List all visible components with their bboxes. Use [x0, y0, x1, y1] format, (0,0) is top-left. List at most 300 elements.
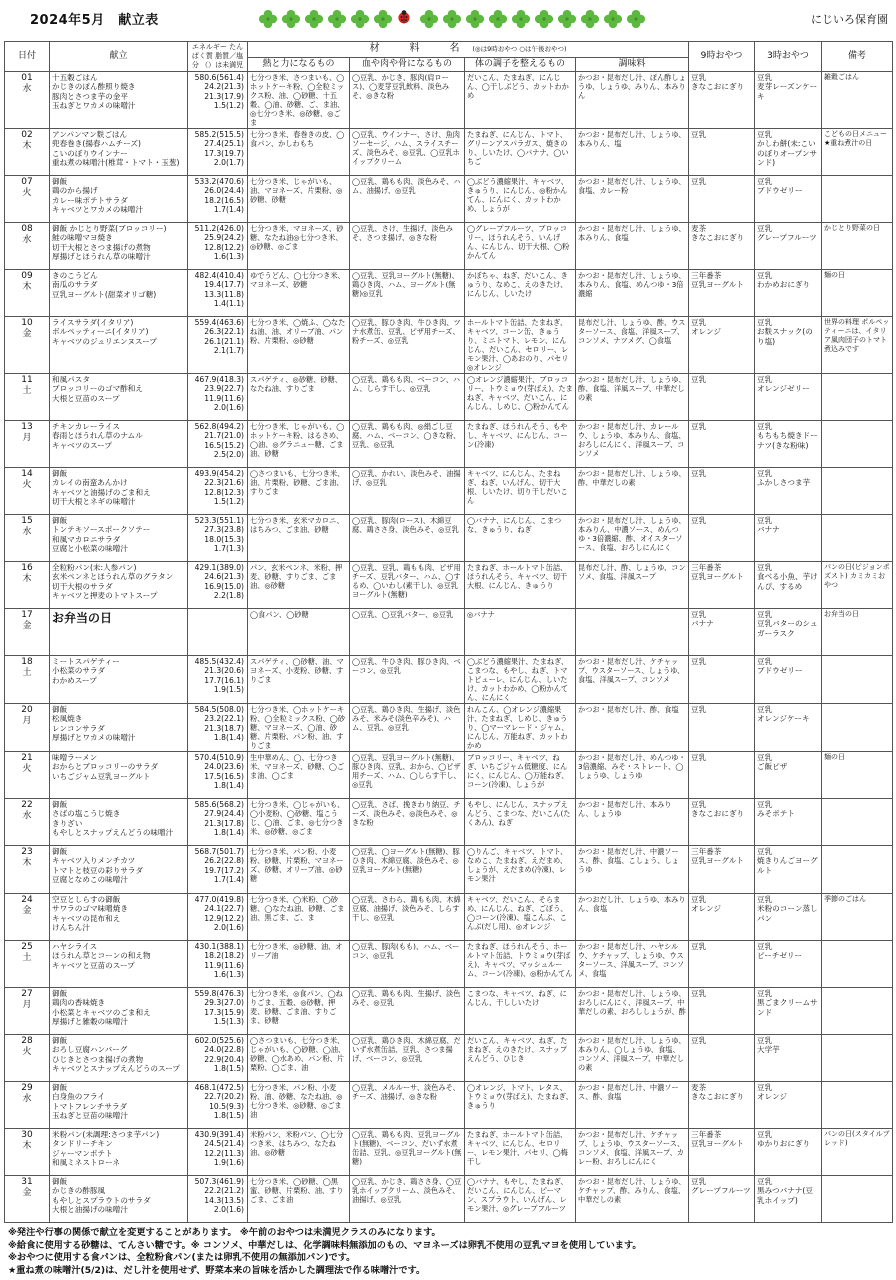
- body-cell: [465, 468, 576, 515]
- menu-item: レンコンサラダ: [52, 723, 105, 733]
- menu-cell: [50, 846, 188, 894]
- remarks-text: かじとり野菜の日: [824, 224, 880, 232]
- menu-item: お弁当の日: [52, 611, 113, 625]
- nutrition-cell: [188, 72, 248, 129]
- snack3-cell: [755, 1129, 822, 1176]
- seasoning-cell: [576, 468, 689, 515]
- seasonings: かつお・昆布だし汁、ケチャップ、ウスターソース、しょうゆ、食塩、洋風スープ、コンソメ: [578, 657, 685, 684]
- nutrition-value: 430.1(388.1): [194, 942, 244, 951]
- nutrition-value: 24.0(22.8): [204, 1045, 244, 1055]
- energy-foods: 七分つき米、春巻きの皮、◯食パン、かしわもち: [250, 130, 345, 148]
- energy-foods: 七分つき米、パン粉、小麦粉、砂糖、片栗粉、マヨネーズ、砂糖、オリーブ油、◎砂糖: [250, 847, 344, 883]
- nutrition-value: 533.2(470.6): [194, 177, 244, 186]
- date-cell: [5, 988, 50, 1035]
- blood-cell: [350, 799, 465, 846]
- nutrition-value: 1.4(1.1): [213, 299, 244, 309]
- menu-item: アンパンマン麩ごはん: [52, 130, 128, 139]
- remarks-cell: [822, 846, 893, 894]
- clover-icon: [557, 9, 577, 29]
- seasonings: かつお・昆布だし汁、しょうゆ、ケチャップ、酢、みりん、食塩、中華だしの素: [578, 1177, 686, 1204]
- menu-item: 全粒粉パン(未:人参パン): [52, 563, 137, 572]
- snack3-item: 豆乳: [757, 705, 773, 714]
- remarks-cell: [822, 1035, 893, 1082]
- menu-item: 豆乳ヨーグルト(甜菜オリゴ糖): [52, 289, 157, 299]
- nutrition-value: 22.7(20.2): [204, 1092, 244, 1102]
- snack3-item: 豆乳: [757, 563, 773, 572]
- snack3-item: 豆乳: [757, 800, 773, 809]
- energy-cell: [248, 941, 350, 988]
- day-of-week: 火: [22, 764, 32, 774]
- table-row: [5, 562, 893, 609]
- snack3-item: もちもち焼きドーナツ(きな粉味): [757, 431, 818, 450]
- nutrition-value: 559.8(476.3): [194, 989, 244, 998]
- snack9-item: 豆乳: [691, 130, 707, 139]
- menu-item: 玄米ペンネとほうれん草のグラタン: [52, 572, 174, 582]
- menu-item: きのこうどん: [52, 271, 98, 280]
- date-cell: [5, 129, 50, 176]
- menu-cell: [50, 129, 188, 176]
- snack9-item: 豆乳: [691, 895, 707, 904]
- nutrition-value: 580.6(561.4): [194, 73, 244, 82]
- nutrition-cell: [188, 894, 248, 941]
- menu-item: トマトと枝豆の彩りサラダ: [52, 865, 144, 875]
- nutrition-value: 13.3(11.8): [204, 289, 244, 299]
- nutrition-value: 1.8(1.5): [213, 1111, 244, 1121]
- menu-item: サワラのゴマ味噌焼き: [52, 904, 128, 914]
- nutrition-cell: [188, 270, 248, 317]
- nutrition-value: 17.3(15.9): [204, 1007, 244, 1017]
- body-foods: たまねぎ、ほうれんそう、もやし、キャベツ、にんじん、コーン(冷凍): [467, 422, 568, 449]
- snack9-item: 豆乳: [691, 1036, 707, 1045]
- blood-cell: [350, 562, 465, 609]
- body-foods: ◯ぶどう濃縮果汁、キャベツ、きゅうり、にんじん、◎粉かんてん、にんにく、カットわかめ、しょうが: [467, 177, 568, 213]
- body-foods: ◎バナナ: [467, 610, 495, 619]
- menu-item: もやしとスプラウトのサラダ: [52, 1195, 151, 1205]
- date-cell: [5, 270, 50, 317]
- body-cell: [465, 988, 576, 1035]
- energy-foods: 七分つき米、パン粉、小麦粉、油、砂糖、なたね油、◎七分つき米、◎砂糖、◎ごま油: [250, 1083, 343, 1119]
- remarks-cell: [822, 468, 893, 515]
- table-row: [5, 1035, 893, 1082]
- date-number: 08: [21, 224, 33, 234]
- snack9-item: 豆乳: [691, 989, 707, 998]
- body-cell: [465, 562, 576, 609]
- snack3-item: 豆乳: [757, 610, 773, 619]
- blood-foods: ◯豆乳、かじき、豚肉(肩ロース)、◯麦芽豆乳飲料、淡色みそ、◎きな粉: [352, 73, 450, 100]
- energy-cell: [248, 609, 350, 656]
- menu-cell: [50, 1082, 188, 1129]
- nutrition-value: 23.2(22.1): [204, 714, 244, 724]
- nutrition-value: 1.8(1.5): [213, 1064, 244, 1074]
- nutrition-cell: [188, 609, 248, 656]
- date-number: 14: [21, 469, 33, 479]
- nutrition-value: 10.5(9.3): [209, 1101, 244, 1111]
- snack9-item: 豆乳: [691, 516, 707, 525]
- remarks-cell: [822, 1176, 893, 1223]
- menu-item: 御飯: [52, 800, 68, 809]
- header-energy: 熱と力になるもの: [248, 57, 350, 71]
- nutrition-cell: [188, 752, 248, 799]
- body-foods: ブロッコリー、キャベツ、ねぎ、いちごジャム低糖度、にんにく、にんじん、◯万能ねぎ、コーン(冷凍)、しょうが: [467, 753, 569, 789]
- menu-cell: [50, 1129, 188, 1176]
- remarks-text: 雑穀ごはん: [824, 73, 859, 81]
- seasonings: かつお・昆布だし汁、しょうゆ、本みりん、塩: [578, 130, 686, 148]
- blood-foods: ◯豆乳、さば、挽きわり納豆、チーズ、淡色みそ、◎淡色みそ、◎きな粉: [352, 800, 461, 827]
- nutrition-cell: [188, 846, 248, 894]
- seasoning-cell: [576, 799, 689, 846]
- energy-cell: [248, 317, 350, 374]
- seasoning-cell: [576, 1176, 689, 1223]
- menu-item: 御飯: [52, 177, 68, 186]
- nutrition-value: 23.9(22.7): [204, 384, 244, 394]
- body-cell: [465, 1129, 576, 1176]
- body-cell: [465, 72, 576, 129]
- date-number: 10: [21, 318, 33, 328]
- energy-cell: [248, 1035, 350, 1082]
- snack3-item: ご飯ピザ: [757, 762, 788, 772]
- snack3-item: 豆乳: [757, 1130, 773, 1139]
- menu-item: 御飯: [52, 1036, 68, 1045]
- clover-icon: [419, 9, 439, 29]
- footer-line-3: ※おやつに使用する食パンは、全粒粉食パン(または卵乳不使用の無添加パン)です。: [8, 1252, 356, 1263]
- snack3-cell: [755, 129, 822, 176]
- date-cell: [5, 752, 50, 799]
- nutrition-value: 2.0(1.6): [213, 923, 244, 933]
- body-foods: ◯オレンジ濃縮果汁、ブロッコリー、トウミョウ(芽ばえ)、たまねぎ、キャベツ、だいこん、にんじん、しめじ、◯粉かんてん: [467, 375, 573, 411]
- snack3-item: 豆乳: [757, 516, 773, 525]
- snack3-cell: [755, 515, 822, 562]
- menu-item: 春雨とほうれん草のナムル: [52, 431, 143, 441]
- snack3-item: 豆乳: [757, 989, 773, 998]
- menu-item: カレー味ポテトサラダ: [52, 195, 128, 205]
- date-cell: [5, 374, 50, 421]
- menu-item: 御飯: [52, 1177, 68, 1186]
- table-row: [5, 846, 893, 894]
- seasonings: かつお・昆布だし汁、酢、食塩: [578, 705, 679, 714]
- nutrition-value: 19.4(17.7): [204, 280, 244, 290]
- menu-cell: [50, 270, 188, 317]
- menu-item: ハヤシライス: [52, 942, 98, 951]
- menu-item: さばの塩こうじ焼き: [52, 809, 121, 819]
- seasoning-cell: [576, 176, 689, 223]
- date-number: 25: [21, 942, 33, 952]
- header-remarks: 備考: [822, 42, 893, 72]
- materials-note: (◎は9時おやつ ○は午後おやつ): [472, 45, 567, 54]
- menu-item: キャベツのジュリエンヌスープ: [52, 336, 157, 346]
- blood-cell: [350, 1082, 465, 1129]
- date-cell: [5, 468, 50, 515]
- seasonings: 昆布だし汁、しょうゆ、酢、ウスターソース、食塩、洋風スープ、コンソメ、ナツメグ、◯食塩: [578, 318, 686, 345]
- date-cell: [5, 176, 50, 223]
- menu-cell: [50, 515, 188, 562]
- snack9-item: 三年番茶: [691, 847, 722, 856]
- menu-item: こいのぼりウインナー: [52, 148, 128, 158]
- nutrition-value: 2.0(1.6): [213, 403, 244, 413]
- snack3-item: みそポテト: [757, 809, 795, 819]
- nutrition-value: 24.6(21.3): [204, 572, 244, 582]
- snack3-item: ふかしさつま芋: [757, 478, 811, 488]
- remarks-text: 世界の料理 ポルペッティーニは、イタリア風肉団子のトマト煮込みです: [824, 318, 890, 353]
- energy-foods: スパゲティ、◯砂糖、油、マヨネーズ、小麦粉、砂糖、すりごま: [250, 657, 344, 684]
- table-row: [5, 515, 893, 562]
- energy-cell: [248, 468, 350, 515]
- menu-item: 豚肉とさつま芋の金平: [52, 91, 128, 101]
- energy-cell: [248, 799, 350, 846]
- nutrition-cell: [188, 223, 248, 270]
- date-number: 01: [21, 73, 33, 83]
- snack3-item: 豆乳: [757, 847, 773, 856]
- clover-icon: [281, 9, 301, 29]
- snack3-item: 豆乳: [757, 469, 773, 478]
- snack9-cell: [689, 129, 755, 176]
- nutrition-cell: [188, 704, 248, 752]
- energy-cell: [248, 1082, 350, 1129]
- seasoning-cell: [576, 988, 689, 1035]
- blood-foods: ◯豆乳、鶏もも肉、◎絹ごし豆腐、ハム、ベーコン、◯きな粉、豆乳、◎豆乳: [352, 422, 461, 449]
- snack3-item: 麦芽レーズンケーキ: [757, 82, 818, 101]
- table-row: [5, 656, 893, 704]
- energy-foods: ◯さつまいも、七分つき米、油、片栗粉、砂糖、ごま油、すりごま: [250, 469, 345, 496]
- seasoning-cell: [576, 656, 689, 704]
- date-number: 29: [21, 1083, 33, 1093]
- day-of-week: 金: [22, 1188, 32, 1198]
- nutrition-value: 585.2(515.5): [194, 130, 244, 139]
- day-of-week: 金: [22, 621, 32, 631]
- snack9-item: 三年番茶: [691, 563, 722, 572]
- table-row: [5, 270, 893, 317]
- nutrition-value: 477.0(419.8): [194, 895, 244, 904]
- remarks-cell: [822, 704, 893, 752]
- seasonings: かつお・昆布だし汁、中濃ソース、酢、食塩、こしょう、しょうゆ: [578, 847, 679, 874]
- remarks-text: パンの日(ピジョンポズスト) カミカミおやつ: [824, 563, 890, 589]
- table-row: [5, 1129, 893, 1176]
- table-row: [5, 752, 893, 799]
- body-foods: ◯グレープフルーツ、ブロッコリー、ほうれんそう、いんげん、にんじん、切干大根、◯粉かんてん: [467, 224, 570, 260]
- seasoning-cell: [576, 1129, 689, 1176]
- remarks-cell: [822, 894, 893, 941]
- menu-item: キャベツと油揚げのごま和え: [52, 487, 151, 497]
- nutrition-value: 1.5(1.3): [213, 1017, 244, 1027]
- nutrition-value: 17.3(19.7): [204, 148, 244, 158]
- snack3-item: 豆乳: [757, 1036, 773, 1045]
- menu-item: キャベツとワカメの味噌汁: [52, 205, 144, 215]
- snack3-cell: [755, 421, 822, 468]
- snack3-item: 豆乳: [757, 895, 773, 904]
- snack3-item: オレンジケーキ: [757, 714, 810, 724]
- nutrition-value: 24.5(21.4): [204, 1139, 244, 1149]
- remarks-cell: [822, 656, 893, 704]
- snack3-item: 豆乳: [757, 224, 773, 233]
- table-row: [5, 317, 893, 374]
- remarks-cell: [822, 129, 893, 176]
- page-title: 2024年5月 献立表: [30, 13, 159, 28]
- energy-foods: 七分つき米、◯砂糖、◯黒蜜、砂糖、片栗粉、油、すりごま、ごま油: [250, 1177, 344, 1204]
- body-cell: [465, 656, 576, 704]
- blood-cell: [350, 1176, 465, 1223]
- snack3-item: 米粉のコーン蒸しパン: [757, 904, 818, 923]
- date-number: 22: [21, 800, 33, 810]
- menu-item: 鶏肉の香味焼き: [52, 998, 106, 1008]
- blood-foods: ◯豆乳、鶏ひき肉、生揚げ、淡色みそ、米みそ(淡色辛みそ)、ハム、豆乳、◎豆乳: [352, 705, 461, 732]
- nutrition-value: 1.6(1.3): [213, 970, 244, 980]
- remarks-text: 麺の日: [824, 271, 845, 279]
- seasonings: かつお・昆布だし汁、めんつゆ・3倍濃縮、みそ・ストレート、◯しょうゆ、しょうゆ: [578, 753, 686, 780]
- nutrition-value: 1.5(1.2): [213, 497, 244, 507]
- nutrition-value: 25.9(24.2): [204, 233, 244, 243]
- nutrition-value: 584.5(508.0): [194, 705, 244, 714]
- body-foods: ◯オレンジ、トマト、レタス、トウミョウ(芽ばえ)、たまねぎ、きゅうり: [467, 1083, 573, 1110]
- energy-cell: [248, 270, 350, 317]
- snack9-cell: [689, 1082, 755, 1129]
- menu-item: 豆腐と小松菜の味噌汁: [52, 544, 128, 554]
- blood-foods: ◯豆乳、豆乳ヨーグルト(無糖)、鶏ひき肉、ハム、ヨーグルト(無糖)◎豆乳: [352, 271, 459, 298]
- snack3-cell: [755, 752, 822, 799]
- snack9-item: 豆乳ヨーグルト: [691, 856, 744, 866]
- snack3-item: オレンジ: [757, 1092, 787, 1102]
- blood-foods: ◯豆乳、豚肉(もも)、ハム、ベーコン、◎豆乳: [352, 942, 460, 960]
- date-number: 02: [21, 130, 33, 140]
- energy-cell: [248, 704, 350, 752]
- snack3-cell: [755, 846, 822, 894]
- remarks-cell: [822, 317, 893, 374]
- energy-foods: スパゲティ、◎砂糖、砂糖、なたね油、すりごま: [250, 375, 342, 393]
- snack3-item: バナナ: [757, 525, 780, 535]
- snack9-cell: [689, 515, 755, 562]
- date-number: 30: [21, 1130, 33, 1140]
- energy-cell: [248, 129, 350, 176]
- energy-cell: [248, 515, 350, 562]
- menu-item: けんちん汁: [52, 923, 90, 933]
- date-cell: [5, 421, 50, 468]
- snack9-item: グレープフルーツ: [691, 1186, 751, 1196]
- seasoning-cell: [576, 223, 689, 270]
- menu-item: おからとブロッコリーのサラダ: [52, 762, 159, 772]
- header-nutrition: エネルギー たんぱく質 脂質／塩分 （）は未満児: [188, 42, 248, 72]
- seasoning-cell: [576, 941, 689, 988]
- snack3-cell: [755, 468, 822, 515]
- date-number: 17: [21, 610, 33, 620]
- remarks-cell: [822, 988, 893, 1035]
- clover-icon: [626, 9, 646, 29]
- date-cell: [5, 609, 50, 656]
- blood-foods: ◯豆乳、鶏もも肉、生揚げ、淡色みそ、◎豆乳: [352, 989, 461, 1007]
- blood-cell: [350, 270, 465, 317]
- day-of-week: 月: [22, 433, 32, 443]
- day-of-week: 水: [22, 235, 32, 245]
- snack3-cell: [755, 704, 822, 752]
- footer-notes: [8, 1227, 888, 1277]
- day-of-week: 木: [22, 574, 32, 584]
- blood-cell: [350, 1035, 465, 1082]
- blood-cell: [350, 941, 465, 988]
- header: [0, 0, 896, 38]
- body-cell: [465, 1035, 576, 1082]
- nutrition-value: 2.5(2.0): [213, 450, 244, 460]
- body-foods: ◯バナナ、にんじん、こまつな、きゅうり、ねぎ: [467, 516, 562, 534]
- snack3-cell: [755, 609, 822, 656]
- nutrition-cell: [188, 421, 248, 468]
- menu-item: かじきのぽん酢照り焼き: [52, 82, 136, 92]
- clover-icon: [511, 9, 531, 29]
- energy-cell: [248, 894, 350, 941]
- snack3-item: 豆乳: [757, 1177, 773, 1186]
- menu-item: 南瓜のサラダ: [52, 280, 98, 290]
- snack9-item: きなこおにぎり: [691, 82, 745, 92]
- menu-item: ブロッコリーのゴマ酢和え: [52, 384, 143, 394]
- energy-cell: [248, 374, 350, 421]
- nutrition-cell: [188, 988, 248, 1035]
- menu-item: わかめスープ: [52, 675, 97, 685]
- menu-item: 小松菜とキャベツのごま和え: [52, 1007, 151, 1017]
- energy-foods: 七分つき米、◯焼ふ、◯なたね油、油、オリーブ油、パン粉、片栗粉、◎砂糖: [250, 318, 346, 345]
- snack3-item: 黒みつバナナ(豆乳ホイップ): [757, 1186, 813, 1205]
- menu-cell: [50, 1035, 188, 1082]
- remarks-cell: [822, 421, 893, 468]
- menu-item: トマトフレンチサラダ: [52, 1101, 128, 1111]
- body-cell: [465, 223, 576, 270]
- body-foods: ◯りんご、キャベツ、トマト、なめこ、たまねぎ、えだまめ、しょうが、えだまめ(冷凍)、レモン果汁: [467, 847, 568, 883]
- blood-cell: [350, 609, 465, 656]
- remarks-text: こどもの日メニュー ★重ね煮汁の日: [824, 130, 894, 147]
- menu-item: キャベツのスープ: [52, 440, 112, 450]
- blood-foods: ◯豆乳、かじき、鶏ささ身、◯豆乳ホイップクリーム、淡色みそ、油揚げ、◎豆乳: [352, 1177, 462, 1204]
- snack9-item: 豆乳: [691, 657, 707, 666]
- table-row: [5, 704, 893, 752]
- nutrition-value: 602.0(525.6): [194, 1036, 244, 1045]
- header-snack9: 9時おやつ: [689, 42, 755, 72]
- menu-cell: [50, 894, 188, 941]
- blood-foods: ◯豆乳、豆乳ヨーグルト(無糖)、豚ひき肉、豆乳、おから、◯ピザ用チーズ、ハム、◯しらす干し、◎豆乳: [352, 753, 461, 789]
- body-cell: [465, 752, 576, 799]
- blood-foods: ◯豆乳、◯豆乳バター、◎豆乳: [352, 610, 454, 619]
- snack3-item: 豆乳: [757, 130, 773, 139]
- blood-cell: [350, 988, 465, 1035]
- nutrition-cell: [188, 317, 248, 374]
- day-of-week: 土: [22, 386, 32, 396]
- nutrition-value: 21.3(17.8): [204, 818, 244, 828]
- seasonings: かつお・昆布だし汁、しょうゆ、おろしにんにく、洋風スープ、中華だしの素、おろししょうが、酢: [578, 989, 686, 1016]
- menu-item: ひじきとさつま揚げの煮物: [52, 1054, 144, 1064]
- date-number: 23: [21, 847, 33, 857]
- menu-item: おろし豆腐ハンバーグ: [52, 1045, 128, 1055]
- nutrition-value: 482.4(410.4): [194, 271, 244, 280]
- nutrition-value: 523.3(551.1): [194, 516, 244, 525]
- table-row: [5, 374, 893, 421]
- day-of-week: 水: [22, 811, 32, 821]
- nutrition-value: 26.3(22.1): [204, 327, 244, 337]
- nutrition-value: 12.9(12.2): [204, 913, 244, 923]
- nutrition-value: 17.5(16.5): [204, 771, 244, 781]
- snack3-item: ゆかりおにぎり: [757, 1139, 811, 1149]
- day-of-week: 木: [22, 282, 32, 292]
- snack3-cell: [755, 1082, 822, 1129]
- date-cell: [5, 799, 50, 846]
- body-foods: たまねぎ、ホールトマト缶詰、ほうれんそう、キャベツ、切干大根、にんじん、きゅうり: [467, 563, 568, 590]
- blood-cell: [350, 656, 465, 704]
- snack9-cell: [689, 1129, 755, 1176]
- snack3-item: 豆乳: [757, 942, 773, 951]
- menu-item: 御飯 かじとり野菜(ブロッコリー): [52, 224, 167, 233]
- snack9-item: オレンジ: [691, 327, 721, 337]
- seasonings: かつお・昆布だし汁、しょうゆ、本みりん、食塩: [578, 224, 686, 242]
- energy-cell: [248, 72, 350, 129]
- snack3-cell: [755, 317, 822, 374]
- seasonings: かつお・昆布だし汁、しょうゆ、食塩、カレー粉: [578, 177, 686, 195]
- menu-item: 切干大根とネギの味噌汁: [52, 497, 136, 507]
- nutrition-value: 2.1(1.7): [213, 346, 244, 356]
- header-materials: [248, 42, 689, 58]
- menu-item: キャベツの昆布和え: [52, 913, 121, 923]
